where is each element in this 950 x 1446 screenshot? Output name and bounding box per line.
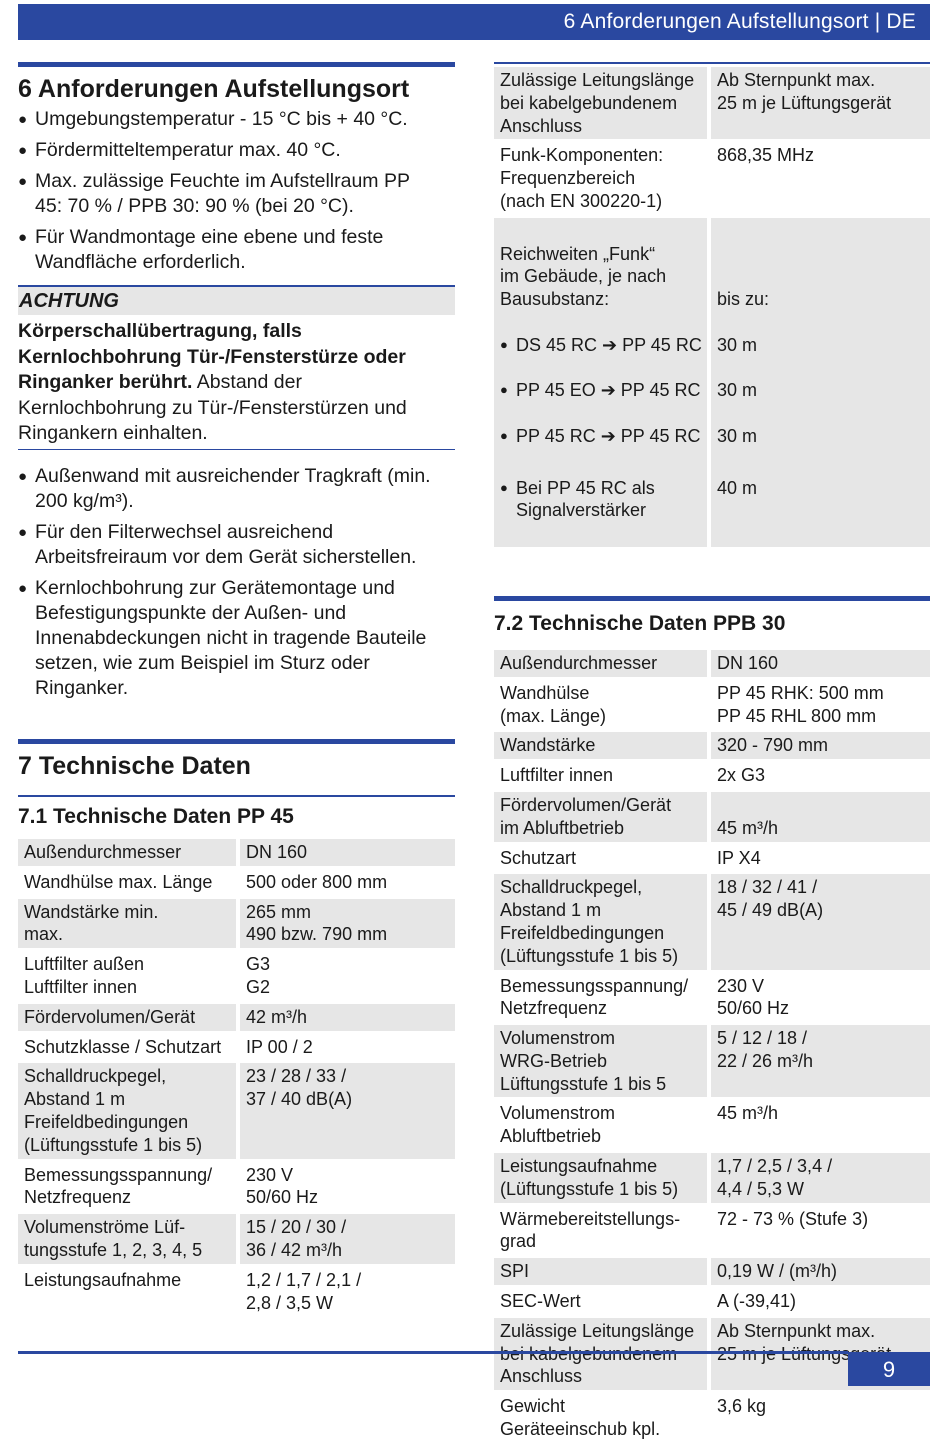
table-label: Bemessungsspannung/ Netzfrequenz	[500, 975, 689, 1019]
warning-bold-text: Körperschallübertragung, falls Kernlochbohrung Tür-/Fensterstürze oder Ringanker berührt.	[18, 320, 406, 393]
table-label: Schutzart	[500, 847, 577, 868]
table-value: 868,35 MHz	[707, 142, 930, 214]
list-item: ● Außenwand mit ausreichender Tragkraft (min. 200 kg/m³).	[18, 464, 455, 514]
table-value: Ab Sternpunkt max.	[707, 1318, 930, 1390]
table-row	[18, 899, 455, 949]
table-value: 230 V 50/60 Hz	[707, 973, 930, 1023]
section-6-title: 6 Anforderungen Aufstellungsort	[18, 75, 410, 103]
table-label: Außendurchmesser	[494, 650, 707, 677]
table-value: 42 m³/h	[236, 1004, 455, 1031]
table-label: Leistungsaufnahme	[24, 1269, 182, 1290]
range-item-value: 40 m	[717, 477, 758, 498]
table-row	[494, 1258, 930, 1285]
table-row	[494, 973, 930, 1023]
range-item-value: 30 m	[717, 380, 758, 401]
table-row	[494, 874, 930, 969]
table-row	[18, 1004, 455, 1031]
section-7-title: 7 Technische Daten	[18, 752, 251, 780]
table-label: Wandhülse (max. Länge)	[500, 682, 607, 726]
table-label: Volumenstrom Abluftbetrieb	[500, 1103, 616, 1147]
requirements-list-2	[18, 464, 455, 701]
requirements-list	[18, 107, 455, 275]
pp45-table	[18, 836, 455, 1319]
page-number: 9	[848, 1352, 930, 1386]
table-value: 3,6 kg	[707, 1393, 930, 1443]
table-row	[494, 792, 930, 842]
table-row	[494, 732, 930, 759]
warning-text	[18, 319, 455, 447]
table-row	[18, 1214, 455, 1264]
subsection-divider	[18, 795, 455, 797]
range-value-head: bis zu:	[717, 289, 770, 310]
table-row	[18, 1162, 455, 1212]
table-value: IP X4	[707, 845, 930, 872]
table-row	[18, 1063, 455, 1158]
list-item: ● Max. zulässige Feuchte im Aufstellraum PP 45: 70 % / PPB 30: 90 % (bei 20 °C).	[18, 169, 418, 219]
section-divider	[18, 62, 455, 67]
table-label: Gewicht Geräteeinschub kpl.	[500, 1396, 661, 1440]
table-row	[494, 845, 930, 872]
table-value: 72 - 73 % (Stufe 3)	[707, 1206, 930, 1256]
pp45-table-continued	[494, 64, 930, 550]
subsection-divider	[494, 596, 930, 601]
list-item: ● Für den Filterwechsel ausreichend Arbeitsfreiraum vor dem Gerät sicherstellen.	[18, 520, 455, 570]
table-value: 23 / 28 / 33 / 37 / 40 dB(A)	[236, 1063, 455, 1158]
table-label: SEC-Wert	[500, 1291, 581, 1312]
table-label: Leistungsaufnahme (Lüftungsstufe 1 bis 5)	[494, 1153, 707, 1203]
table-value: G3 G2	[236, 951, 455, 1001]
table-value: 45 m³/h	[707, 792, 930, 842]
table-label: Wandhülse max. Länge	[24, 871, 213, 892]
range-label: Reichweiten „Funk“ im Gebäude, je nach Bausubstanz:	[500, 243, 667, 310]
subsection-7-2-title: 7.2 Technische Daten PPB 30	[494, 611, 786, 635]
list-item: ● Umgebungstemperatur - 15 °C bis + 40 °C.	[18, 107, 455, 132]
table-row	[494, 650, 930, 677]
table-row	[494, 762, 930, 789]
table-value	[707, 218, 930, 547]
ppb30-table	[494, 647, 930, 1446]
table-value: 500 oder 800 mm	[236, 869, 455, 896]
table-value: 265 mm 490 bzw. 790 mm	[236, 899, 455, 949]
left-column	[18, 62, 455, 1319]
table-row	[494, 1153, 930, 1203]
table-label: Wärmebereitstellungs- grad	[500, 1208, 681, 1252]
table-row	[18, 951, 455, 1001]
header-title: 6 Anforderungen Aufstellungsort | DE	[563, 10, 916, 33]
table-label: Luftfilter außen Luftfilter innen	[24, 954, 145, 997]
list-item: ● Für Wandmontage eine ebene und feste Wandfläche erforderlich.	[18, 225, 418, 275]
table-label	[494, 218, 707, 547]
range-item-label: ● DS 45 RC ➔ PP 45 RC	[500, 334, 703, 357]
table-value: 15 / 20 / 30 / 36 / 42 m³/h	[236, 1214, 455, 1264]
table-value: 1,2 / 1,7 / 2,1 / 2,8 / 3,5 W	[236, 1267, 455, 1317]
table-value: 45 m³/h	[707, 1100, 930, 1150]
table-label: SPI	[494, 1258, 707, 1285]
table-label: Außendurchmesser	[18, 839, 236, 866]
list-item: ● Fördermitteltemperatur max. 40 °C.	[18, 138, 455, 163]
table-value: IP 00 / 2	[236, 1034, 455, 1061]
section-divider	[18, 739, 455, 744]
table-value: 5 / 12 / 18 / 22 / 26 m³/h	[707, 1025, 930, 1097]
table-label: Volumenströme Lüf- tungsstufe 1, 2, 3, 4, 5	[18, 1214, 236, 1264]
table-label: Schalldruckpegel, Abstand 1 m Freifeldbedingungen (Lüftungsstufe 1 bis 5)	[494, 874, 707, 969]
range-item-value: 30 m	[717, 425, 758, 446]
table-row	[494, 218, 930, 547]
table-value: DN 160	[236, 839, 455, 866]
range-item-label: ● Bei PP 45 RC als Signalverstärker	[500, 477, 703, 523]
table-label: Fördervolumen/Gerät im Abluftbetrieb	[494, 792, 707, 842]
range-item-label: ● PP 45 RC ➔ PP 45 RC	[500, 425, 703, 448]
table-row	[494, 1025, 930, 1097]
table-label: Schalldruckpegel, Abstand 1 m Freifeldbedingungen (Lüftungsstufe 1 bis 5)	[18, 1063, 236, 1158]
table-value: A (-39,41)	[707, 1288, 930, 1315]
table-label: Luftfilter innen	[500, 765, 614, 786]
range-item-label: ● PP 45 EO ➔ PP 45 RC	[500, 379, 703, 402]
table-label: Schutzklasse / Schutzart	[24, 1036, 222, 1057]
warning-label: ACHTUNG	[18, 287, 455, 315]
table-row	[494, 1288, 930, 1315]
table-label: Fördervolumen/Gerät	[18, 1004, 236, 1031]
table-row	[18, 1034, 455, 1061]
table-value: 1,7 / 2,5 / 3,4 / 4,4 / 5,3 W	[707, 1153, 930, 1203]
table-value: 320 - 790 mm	[707, 732, 930, 759]
table-value: 230 V 50/60 Hz	[236, 1162, 455, 1212]
table-row	[18, 839, 455, 866]
table-row	[494, 1393, 930, 1443]
warning-normal-text: Abstand der Kernlochbohrung zu Tür-/Fensterstürzen und Ringankern einhalten.	[18, 371, 407, 444]
right-column	[494, 62, 930, 1446]
table-label: Wandstärke min. max.	[18, 899, 236, 949]
table-value: 2x G3	[707, 762, 930, 789]
footer-rule	[18, 1351, 848, 1354]
table-row	[494, 67, 930, 139]
table-row	[18, 1267, 455, 1317]
range-item-value: 30 m	[717, 334, 758, 355]
warning-bottom-rule	[18, 449, 455, 451]
table-label: Wandstärke	[494, 732, 707, 759]
table-label: Funk-Komponenten: Frequenzbereich (nach EN 300220-1)	[500, 145, 664, 211]
subsection-7-1-title: 7.1 Technische Daten PP 45	[18, 805, 294, 828]
list-item: ● Kernlochbohrung zur Gerätemontage und Befestigungspunkte der Außen- und Innenabdeckungen nicht in tragende Bauteile setzen, wie zum Beispiel im Sturz oder Ringanker.	[18, 576, 455, 701]
table-label: Zulässige Leitungslänge Anschluss	[494, 1318, 707, 1390]
table-value: PP 45 RHK: 500 mm PP 45 RHL 800 mm	[707, 680, 930, 730]
table-label: Volumenstrom WRG-Betrieb Lüftungsstufe 1 bis 5	[494, 1025, 707, 1097]
table-row	[18, 869, 455, 896]
table-row	[494, 680, 930, 730]
header-bar	[18, 4, 930, 40]
table-value: Ab Sternpunkt max. 25 m je Lüftungsgerät	[707, 67, 930, 139]
table-label: Zulässige Leitungslänge bei kabelgebundenem Anschluss	[494, 67, 707, 139]
table-value: 0,19 W / (m³/h)	[707, 1258, 930, 1285]
table-label: Bemessungsspannung/ Netzfrequenz	[24, 1164, 213, 1208]
table-value: DN 160	[707, 650, 930, 677]
table-value: 18 / 32 / 41 / 45 / 49 dB(A)	[707, 874, 930, 969]
table-row	[494, 1206, 930, 1256]
table-row	[494, 1100, 930, 1150]
table-row	[494, 142, 930, 214]
